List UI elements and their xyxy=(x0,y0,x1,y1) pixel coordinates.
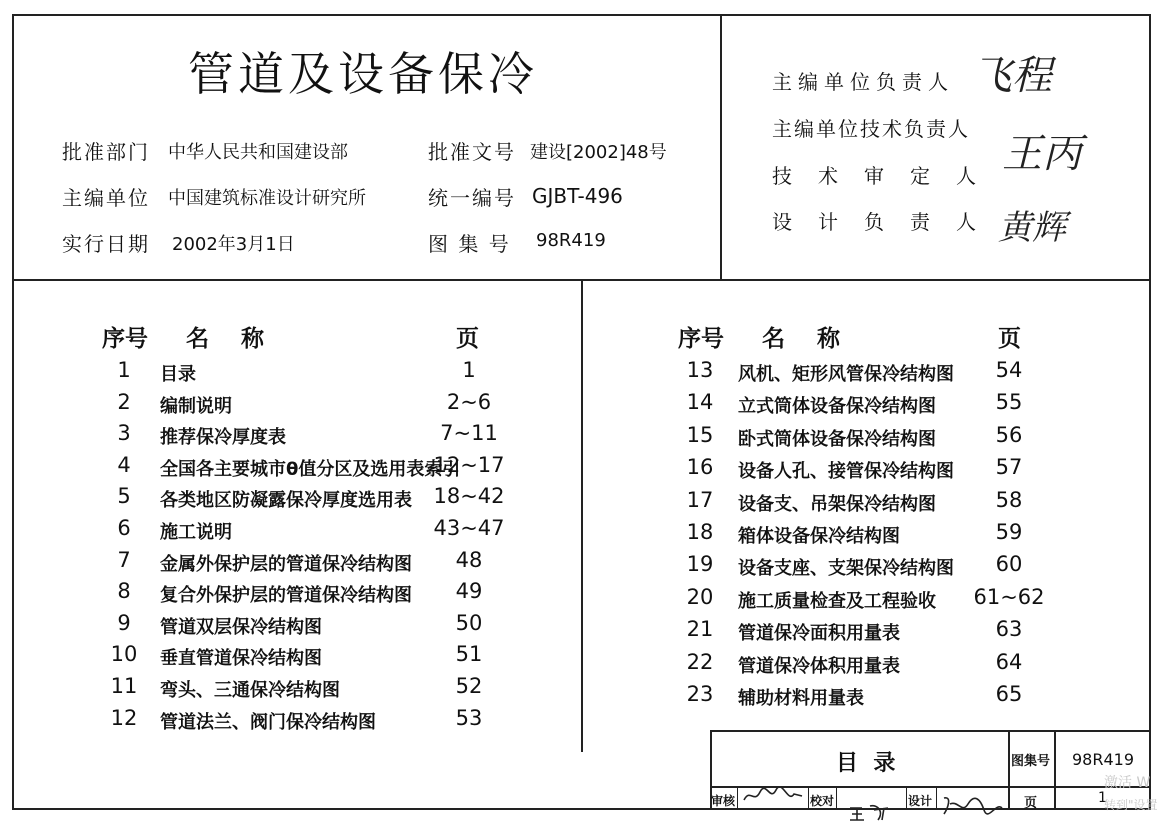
toc-row-name: 卧式筒体设备保冷结构图 xyxy=(738,428,936,450)
toc-row-number: 11 xyxy=(110,674,138,698)
toc-row-page: 54 xyxy=(995,358,1023,382)
toc-left-header-page: 页 xyxy=(456,326,479,352)
toc-row-name: 施工质量检查及工程验收 xyxy=(738,590,936,612)
toc-row-number: 21 xyxy=(686,617,714,642)
toc-row-page: 56 xyxy=(995,422,1023,447)
meta-value-atlas-no: 98R419 xyxy=(536,230,606,251)
toc-row-name: 设备支、吊架保冷结构图 xyxy=(738,493,936,515)
toc-row-page: 18~42 xyxy=(433,484,505,509)
toc-row-page: 51 xyxy=(455,642,483,667)
title-block-col-divider-3 xyxy=(737,786,738,810)
title-block-review-signature xyxy=(742,786,804,810)
toc-row-name: 风机、矩形风管保冷结构图 xyxy=(738,364,954,385)
meta-value-approval-dept: 中华人民共和国建设部 xyxy=(168,142,348,163)
toc-right-header-no: 序号 xyxy=(678,326,724,352)
toc-row-number: 8 xyxy=(117,579,131,604)
toc-row-page: 48 xyxy=(455,547,483,572)
meta-value-unified-no: GJBT-496 xyxy=(532,184,623,208)
toc-row-name: 弯头、三通保冷结构图 xyxy=(160,680,340,701)
title-block-title: 目 录 xyxy=(836,751,896,776)
toc-row-name: 金属外保护层的管道保冷结构图 xyxy=(160,553,412,575)
meta-label-effective-date: 实行日期 xyxy=(62,232,150,256)
meta-value-chief-unit: 中国建筑标准设计研究所 xyxy=(168,188,366,209)
title-block-page-label: 页 xyxy=(1024,796,1038,811)
toc-row-name: 辅助材料用量表 xyxy=(738,688,864,709)
role-technical-reviewer: 技术审定人 xyxy=(772,164,1002,188)
title-block-design-signature xyxy=(940,782,1006,828)
activation-watermark-line2: 转到"设置 xyxy=(1104,798,1158,812)
design-signature-scribble xyxy=(940,794,1006,818)
signature-chief-unit-head: 飞程 xyxy=(972,53,1052,99)
toc-row-name: 立式筒体设备保冷结构图 xyxy=(738,396,936,418)
header-divider-vertical xyxy=(720,14,722,280)
meta-label-approval-no: 批准文号 xyxy=(428,140,516,164)
toc-row-number: 5 xyxy=(117,484,131,509)
toc-row-page: 49 xyxy=(455,579,483,604)
toc-row-name: 管道保冷体积用量表 xyxy=(738,655,900,677)
toc-row-page: 58 xyxy=(995,487,1023,512)
toc-row-page: 55 xyxy=(995,390,1023,415)
toc-row-number: 1 xyxy=(117,358,131,382)
toc-row-number: 10 xyxy=(110,642,138,667)
title-block-atlas-label: 图集号 xyxy=(1011,754,1051,769)
toc-left-header-name: 名 称 xyxy=(186,326,265,352)
toc-row-name: 编制说明 xyxy=(160,395,232,417)
title-block-col-divider-6 xyxy=(906,786,907,810)
title-block-atlas-value: 98R419 xyxy=(1072,750,1135,769)
toc-row-number: 7 xyxy=(117,547,131,572)
signature-tech-head: 王丙 xyxy=(1002,131,1082,177)
toc-row-page: 7~11 xyxy=(440,421,498,446)
toc-row-name: 推荐保冷厚度表 xyxy=(160,427,286,449)
meta-label-approval-dept: 批准部门 xyxy=(62,140,150,164)
title-block-design-label: 设计 xyxy=(908,794,933,808)
toc-row-name: 各类地区防凝露保冷厚度选用表 xyxy=(160,490,412,512)
review-signature-scribble xyxy=(742,786,804,806)
toc-row-page: 2~6 xyxy=(446,389,492,414)
toc-row-number: 22 xyxy=(686,649,714,674)
toc-row-number: 3 xyxy=(117,421,131,446)
toc-right-header-page: 页 xyxy=(998,326,1021,352)
toc-row-number: 20 xyxy=(686,584,714,609)
toc-row-number: 18 xyxy=(686,520,714,544)
toc-row-name: 目录 xyxy=(160,364,196,385)
toc-row-name: 管道保冷面积用量表 xyxy=(738,623,900,645)
role-chief-unit-head: 主编单位负责人 xyxy=(772,70,954,94)
title-block-col-divider-1 xyxy=(1008,730,1010,810)
toc-row-number: 4 xyxy=(117,452,131,477)
meta-value-effective-date: 2002年3月1日 xyxy=(172,234,295,255)
document-title: 管道及设备保冷 xyxy=(188,47,538,101)
toc-row-page: 43~47 xyxy=(433,516,505,540)
toc-row-page: 57 xyxy=(995,455,1023,480)
toc-row-page: 65 xyxy=(995,682,1023,706)
toc-row-number: 13 xyxy=(686,358,714,382)
toc-row-name: 设备人孔、接管保冷结构图 xyxy=(738,461,954,483)
title-block-review-label: 审核 xyxy=(711,794,736,808)
signature-design-lead: 黄辉 xyxy=(998,208,1066,248)
toc-row-page: 50 xyxy=(455,610,483,635)
toc-row-number: 17 xyxy=(686,487,714,512)
toc-row-page: 53 xyxy=(455,705,483,730)
toc-row-number: 23 xyxy=(686,682,714,706)
toc-row-number: 2 xyxy=(117,389,131,414)
toc-row-page: 64 xyxy=(995,649,1023,674)
role-chief-unit-tech-head: 主编单位技术负责人 xyxy=(772,117,970,141)
toc-row-page: 61~62 xyxy=(973,584,1045,609)
toc-row-name: 施工说明 xyxy=(160,522,232,543)
toc-row-name: 全国各主要城市θ值分区及选用表索引 xyxy=(160,458,461,480)
toc-row-page: 52 xyxy=(455,674,483,698)
toc-row-page: 1 xyxy=(462,358,476,382)
title-block-col-divider-4 xyxy=(808,786,809,810)
toc-right-header-name: 名 称 xyxy=(762,326,841,352)
toc-row-page: 12~17 xyxy=(433,452,505,477)
toc-row-number: 16 xyxy=(686,455,714,480)
role-design-lead: 设计负责人 xyxy=(772,210,1002,234)
title-block-col-divider-2 xyxy=(1054,730,1056,810)
toc-left-header-no: 序号 xyxy=(102,326,148,352)
toc-row-name: 管道法兰、阀门保冷结构图 xyxy=(160,711,376,733)
toc-row-number: 15 xyxy=(686,422,714,447)
title-block-check-signature xyxy=(848,786,898,832)
meta-value-approval-no: 建设[2002]48号 xyxy=(530,142,667,163)
toc-row-number: 9 xyxy=(117,610,131,635)
title-block-page-value: 1 xyxy=(1098,790,1107,806)
toc-row-number: 14 xyxy=(686,390,714,415)
toc-row-name: 箱体设备保冷结构图 xyxy=(738,526,900,547)
toc-row-page: 59 xyxy=(995,520,1023,544)
toc-row-number: 6 xyxy=(117,516,131,540)
toc-row-name: 垂直管道保冷结构图 xyxy=(160,648,322,670)
toc-row-page: 60 xyxy=(995,552,1023,577)
check-signature-scribble xyxy=(848,802,898,822)
title-block-check-label: 校对 xyxy=(810,794,835,808)
title-block-col-divider-7 xyxy=(936,786,937,810)
toc-column-divider xyxy=(581,280,583,752)
meta-label-unified-no: 统一编号 xyxy=(428,186,516,210)
toc-row-number: 19 xyxy=(686,552,714,577)
toc-row-name: 管道双层保冷结构图 xyxy=(160,616,322,638)
toc-row-name: 复合外保护层的管道保冷结构图 xyxy=(160,585,412,607)
meta-label-chief-unit: 主编单位 xyxy=(62,186,150,210)
title-block-col-divider-5 xyxy=(836,786,837,810)
meta-label-atlas-no: 图 集 号 xyxy=(428,232,511,256)
activation-watermark-line1: 激活 W xyxy=(1104,775,1151,791)
toc-row-page: 63 xyxy=(995,617,1023,642)
toc-row-name: 设备支座、支架保冷结构图 xyxy=(738,558,954,580)
toc-row-number: 12 xyxy=(110,705,138,730)
